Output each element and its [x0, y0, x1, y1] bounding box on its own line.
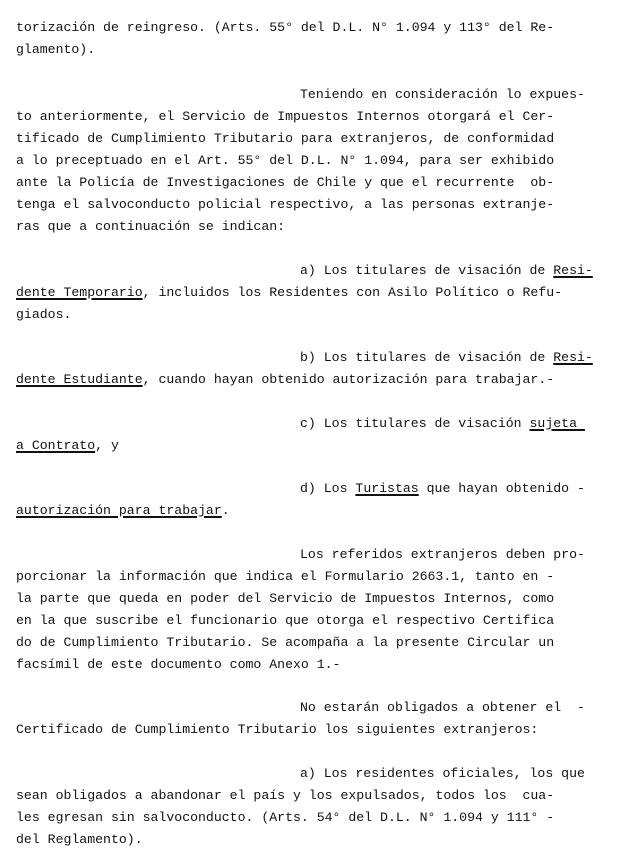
text-segment: .	[221, 503, 230, 518]
text-line	[16, 657, 340, 673]
text-line	[16, 503, 230, 519]
text-line	[300, 547, 585, 563]
underlined-text: autorización para trabajar	[16, 503, 222, 518]
text-line	[16, 788, 554, 804]
text-line	[300, 481, 585, 497]
text-segment: , incluidos los Residentes con Asilo Político o Refu-	[142, 285, 563, 300]
text-line	[300, 350, 593, 366]
text-line	[16, 131, 554, 147]
text-segment: to anteriormente, el Servicio de Impuestos Internos otorgará el Cer-	[16, 109, 555, 124]
text-line	[16, 42, 95, 58]
text-line	[16, 722, 538, 738]
text-line	[16, 613, 554, 629]
text-segment: , cuando hayan obtenido autorización para trabajar.-	[142, 372, 555, 387]
text-line	[300, 416, 585, 432]
text-segment: del Reglamento).	[16, 832, 143, 847]
text-line	[16, 20, 554, 36]
text-segment: en la que suscribe el funcionario que otorga el respectivo Certifica	[16, 613, 555, 628]
text-segment: do de Cumplimiento Tributario. Se acompaña a la presente Circular un	[16, 635, 555, 650]
text-line	[16, 591, 554, 607]
text-line	[300, 700, 585, 716]
underlined-text: Turistas	[355, 481, 419, 496]
text-segment: tificado de Cumplimiento Tributario para extranjeros, de conformidad	[16, 131, 555, 146]
text-line	[16, 109, 554, 125]
text-line	[16, 832, 143, 848]
text-line	[16, 153, 554, 169]
text-segment: Teniendo en consideración lo expues-	[300, 87, 585, 102]
text-segment: b) Los titulares de visación de	[300, 350, 554, 365]
text-line	[16, 307, 71, 323]
text-segment: Los referidos extranjeros deben pro-	[300, 547, 585, 562]
text-segment: que hayan obtenido -	[418, 481, 585, 496]
text-segment: sean obligados a abandonar el país y los expulsados, todos los cua-	[16, 788, 555, 803]
text-segment: , y	[95, 438, 119, 453]
text-segment: torización de reingreso. (Arts. 55° del D.L. N° 1.094 y 113° del Re-	[16, 20, 555, 35]
text-segment: la parte que queda en poder del Servicio de Impuestos Internos, como	[16, 591, 555, 606]
text-line	[16, 197, 554, 213]
text-line	[16, 569, 554, 585]
text-segment: glamento).	[16, 42, 96, 57]
text-segment: ante la Policía de Investigaciones de Chile y que el recurrente ob-	[16, 175, 555, 190]
text-segment: facsímil de este documento como Anexo 1.-	[16, 657, 341, 672]
text-segment: giados.	[16, 307, 72, 322]
text-segment: les egresan sin salvoconducto. (Arts. 54° del D.L. N° 1.094 y 111° -	[16, 810, 555, 825]
underlined-text: a Contrato	[16, 438, 96, 453]
text-segment: a) Los residentes oficiales, los que	[300, 766, 585, 781]
text-line	[16, 372, 554, 388]
text-line	[300, 87, 585, 103]
underlined-text: Resi-	[553, 263, 593, 278]
text-segment: Certificado de Cumplimiento Tributario los siguientes extranjeros:	[16, 722, 539, 737]
text-segment: porcionar la información que indica el Formulario 2663.1, tanto en -	[16, 569, 555, 584]
text-segment: d) Los	[300, 481, 356, 496]
text-line	[16, 219, 285, 235]
text-segment: ras que a continuación se indican:	[16, 219, 286, 234]
text-line	[16, 635, 554, 651]
text-segment: c) Los titulares de visación	[300, 416, 530, 431]
text-line	[300, 263, 593, 279]
underlined-text: sujeta	[529, 416, 585, 431]
text-line	[16, 285, 562, 301]
text-line	[16, 810, 554, 826]
text-line	[16, 175, 554, 191]
underlined-text: Resi-	[553, 350, 593, 365]
text-line	[300, 766, 585, 782]
text-line	[16, 438, 119, 454]
text-segment: No estarán obligados a obtener el -	[300, 700, 585, 715]
text-segment: a) Los titulares de visación de	[300, 263, 554, 278]
underlined-text: dente Estudiante	[16, 372, 143, 387]
underlined-text: dente Temporario	[16, 285, 143, 300]
text-segment: tenga el salvoconducto policial respectivo, a las personas extranje-	[16, 197, 555, 212]
text-segment: a lo preceptuado en el Art. 55° del D.L. N° 1.094, para ser exhibido	[16, 153, 555, 168]
